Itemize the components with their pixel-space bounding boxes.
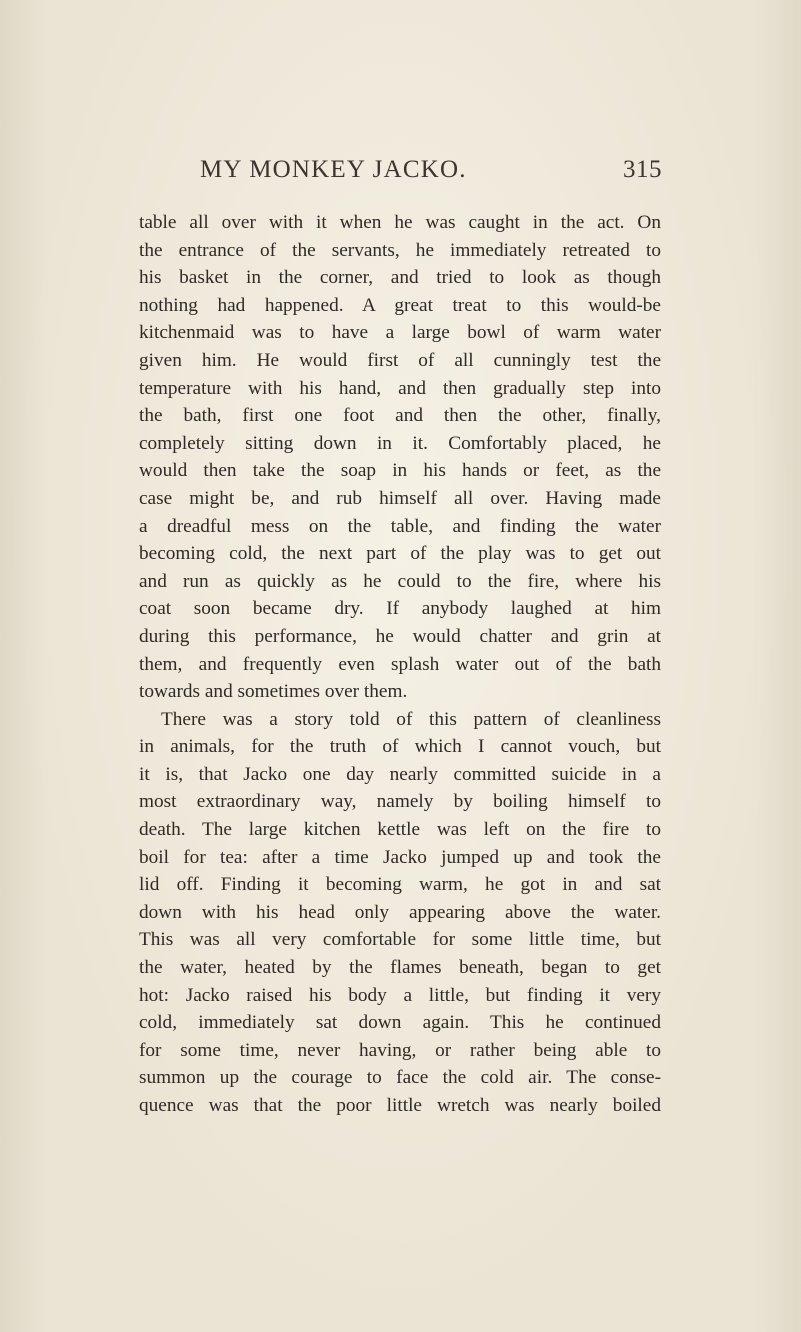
text-line: and run as quickly as he could to the fire, where his bbox=[139, 570, 661, 592]
text-line: most extraordinary way, namely by boiling himself to bbox=[139, 791, 661, 813]
text-line: given him. He would first of all cunningly test the bbox=[139, 349, 661, 371]
text-line: the bath, first one foot and then the other, finally, bbox=[139, 405, 661, 427]
running-head bbox=[200, 156, 662, 192]
paragraph-start-line: There was a story told of this pattern of cleanliness bbox=[161, 708, 661, 730]
text-line: for some time, never having, or rather being able to bbox=[139, 1039, 661, 1061]
text-line: coat soon became dry. If anybody laughed at him bbox=[139, 598, 661, 620]
text-line: completely sitting down in it. Comfortably placed, he bbox=[139, 432, 661, 454]
page-number: 315 bbox=[623, 156, 662, 183]
text-line: temperature with his hand, and then gradually step into bbox=[139, 377, 661, 399]
text-line: death. The large kitchen kettle was left on the fire to bbox=[139, 819, 661, 841]
text-line: a dreadful mess on the table, and finding the water bbox=[139, 515, 661, 537]
text-line: the water, heated by the flames beneath, began to get bbox=[139, 957, 661, 979]
text-line: hot: Jacko raised his body a little, but finding it very bbox=[139, 984, 661, 1006]
text-line: lid off. Finding it becoming warm, he got in and sat bbox=[139, 874, 661, 896]
text-line: kitchenmaid was to have a large bowl of warm water bbox=[139, 322, 661, 344]
text-line: the entrance of the servants, he immediately retreated to bbox=[139, 239, 661, 261]
text-line: would then take the soap in his hands or feet, as the bbox=[139, 460, 661, 482]
text-line: his basket in the corner, and tried to look as though bbox=[139, 267, 661, 289]
text-line: becoming cold, the next part of the play was to get out bbox=[139, 543, 661, 565]
text-line: case might be, and rub himself all over. Having made bbox=[139, 487, 661, 509]
text-line: table all over with it when he was caught in the act. On bbox=[139, 212, 661, 233]
text-line: nothing had happened. A great treat to this would-be bbox=[139, 294, 661, 316]
text-line: This was all very comfortable for some little time, but bbox=[139, 929, 661, 951]
text-line: quence was that the poor little wretch was nearly boiled bbox=[139, 1095, 661, 1116]
text-line: during this performance, he would chatter and grin at bbox=[139, 625, 661, 647]
text-line: it is, that Jacko one day nearly committed suicide in a bbox=[139, 763, 661, 785]
text-line: them, and frequently even splash water out of the bath bbox=[139, 653, 661, 675]
body-text bbox=[139, 209, 661, 1120]
running-title: MY MONKEY JACKO. bbox=[200, 156, 467, 183]
text-line: summon up the courage to face the cold air. The conse- bbox=[139, 1067, 661, 1089]
paragraph-end-line: towards and sometimes over them. bbox=[139, 681, 408, 703]
text-line: in animals, for the truth of which I cannot vouch, but bbox=[139, 736, 661, 758]
text-line: down with his head only appearing above the water. bbox=[139, 901, 661, 923]
text-line: cold, immediately sat down again. This he continued bbox=[139, 1012, 661, 1034]
text-line: boil for tea: after a time Jacko jumped up and took the bbox=[139, 846, 661, 868]
